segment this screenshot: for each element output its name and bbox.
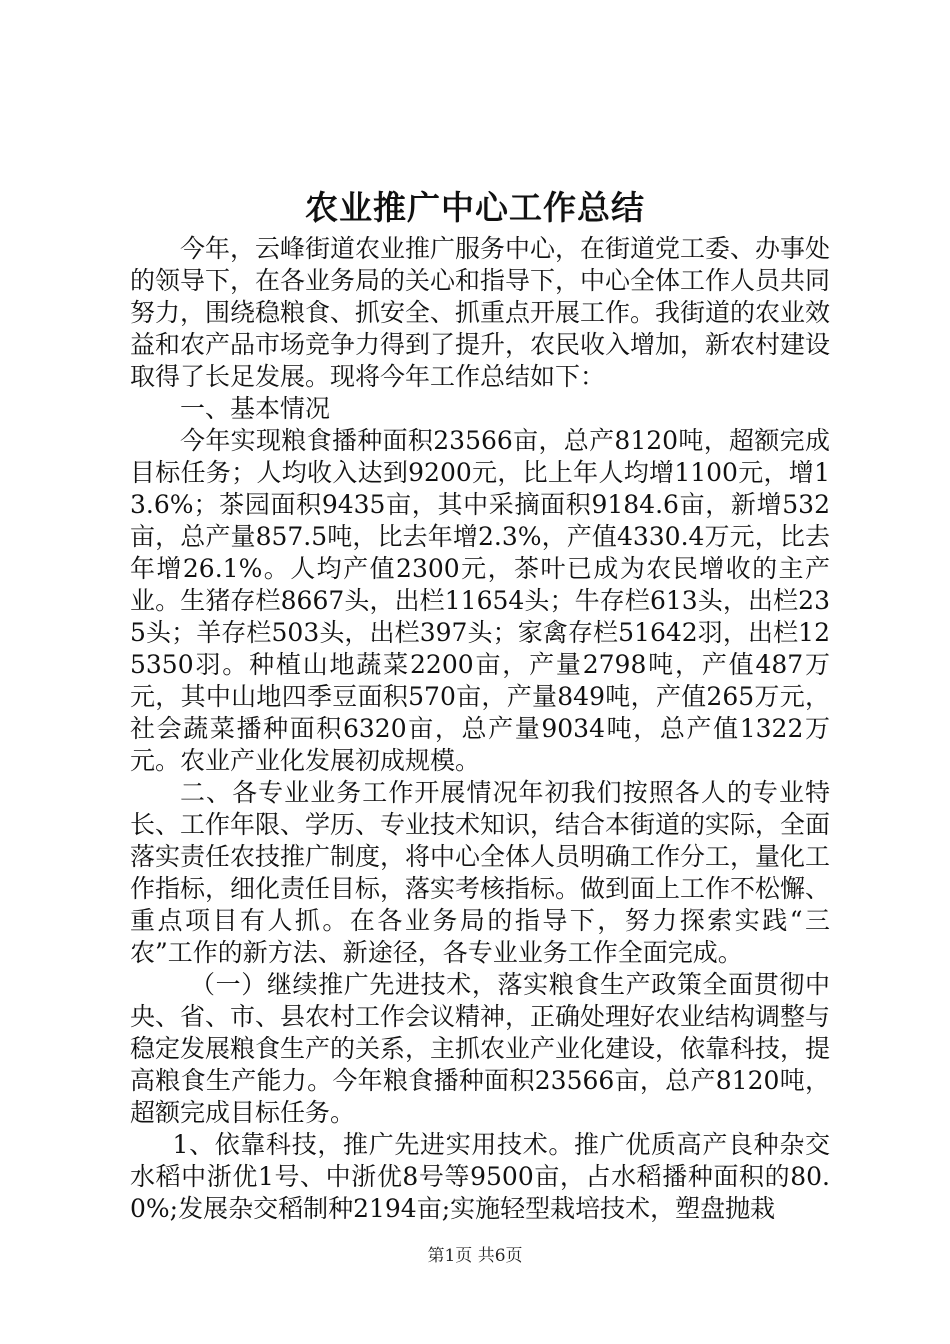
- paragraph-science-technology: 1、依靠科技，推广先进实用技术。推广优质高产良种杂交水稻中浙优1号、中浙优8号等9500亩，占水稻播种面积的80.0%;发展杂交稻制种2194亩;实施轻型栽培技术，塑盘抛栽: [130, 1130, 830, 1223]
- paragraph-intro: 今年，云峰街道农业推广服务中心，在街道党工委、办事处的领导下，在各业务局的关心和指导下，中心全体工作人员共同努力，围绕稳粮食、抓安全、抓重点开展工作。我街道的农业效益和农产品市场竞争力得到了提升，农民收入增加，新农村建设取得了长足发展。现将今年工作总结如下：: [130, 234, 831, 391]
- paragraph-basic-situation: 今年实现粮食播种面积23566亩，总产8120吨，超额完成目标任务；人均收入达到9200元，比上年人均增1100元，增13.6%；茶园面积9435亩，其中采摘面积9184.6亩，新增532亩，总产量857.5吨，比去年增2.3%，产值4330.4万元，比去年增26.1%。人均产值2300元，茶叶已成为农民增收的主产业。生猪存栏8667头，出栏11654头；牛存栏613头，出栏235头；羊存栏503头，出栏397头；家禽存栏51642羽，出栏125350羽。种植山地蔬菜2200亩，产量2798吨，产值487万元，其中山地四季豆面积570亩，产量849吨，产值265万元，社会蔬菜播种面积6320亩，总产量9034吨，总产值1322万元。农业产业化发展初成规模。: [130, 426, 830, 775]
- paragraph-advanced-technology: （一）继续推广先进技术，落实粮食生产政策全面贯彻中央、省、市、县农村工作会议精神，正确处理好农业结构调整与稳定发展粮食生产的关系，主抓农业产业化建设，依靠科技，提高粮食生产能力。今年粮食播种面积23566亩，总产8120吨，超额完成目标任务。: [130, 970, 831, 1127]
- document-title: 农业推广中心工作总结: [305, 188, 645, 227]
- section-heading-basic-situation: 一、基本情况: [180, 394, 331, 423]
- document-body: [130, 233, 830, 1225]
- paragraph-work-progress: 二、各专业业务工作开展情况年初我们按照各人的专业特长、工作年限、学历、专业技术知识，结合本街道的实际，全面落实责任农技推广制度，将中心全体人员明确工作分工，量化工作指标，细化责任目标，落实考核指标。做到面上工作不松懈、重点项目有人抓。在各业务局的指导下，努力探索实践“三农”工作的新方法、新途径，各专业业务工作全面完成。: [130, 778, 831, 967]
- page-number-footer: 第1页 共6页: [427, 1246, 523, 1266]
